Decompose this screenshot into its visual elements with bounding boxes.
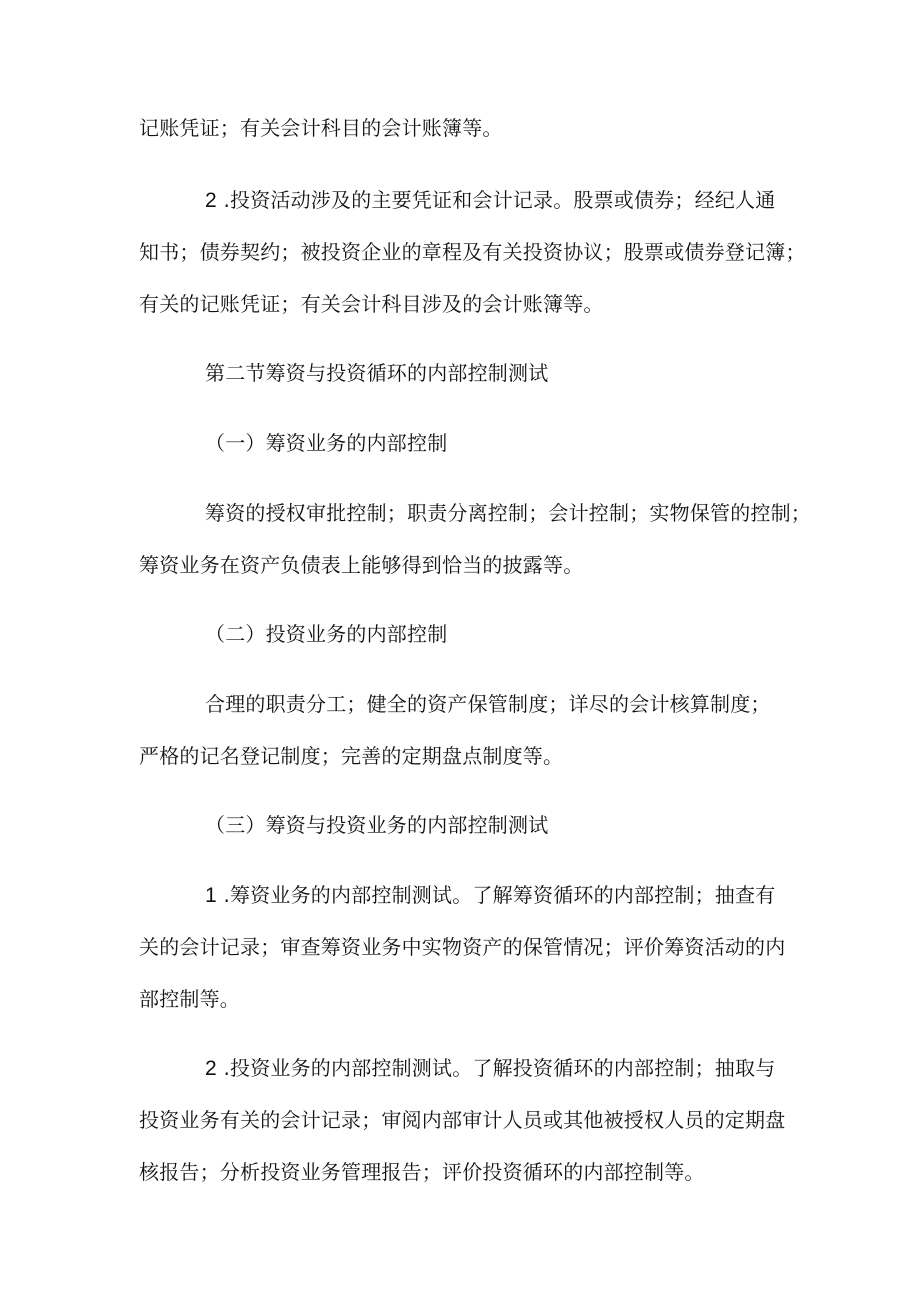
subsection-heading: （二）投资业务的内部控制 <box>205 622 448 646</box>
item-number: 2 <box>205 189 217 212</box>
paragraph-text: .投资业务的内部控制测试。了解投资循环的内部控制；抽取与 <box>216 1056 776 1080</box>
paragraph-line: 有关的记账凭证；有关会计科目涉及的会计账簿等。 <box>139 292 604 316</box>
paragraph-line: 严格的记名登记制度；完善的定期盘点制度等。 <box>139 744 564 768</box>
paragraph-line: 知书；债券契约；被投资企业的章程及有关投资协议；股票或债券登记簿； <box>139 240 806 264</box>
section-heading: 第二节筹资与投资循环的内部控制测试 <box>205 361 549 385</box>
paragraph-text: .投资活动涉及的主要凭证和会计记录。股票或债券；经纪人通 <box>216 188 776 212</box>
subsection-heading: （三）筹资与投资业务的内部控制测试 <box>205 813 549 837</box>
paragraph-line: 合理的职责分工；健全的资产保管制度；详尽的会计核算制度； <box>205 692 771 716</box>
paragraph-line: 筹资的授权审批控制；职责分离控制；会计控制；实物保管的控制； <box>205 501 811 525</box>
paragraph-line: 记账凭证；有关会计科目的会计账簿等。 <box>139 116 503 140</box>
subsection-heading: （一）筹资业务的内部控制 <box>205 431 448 455</box>
paragraph-line: 筹资业务在资产负债表上能够得到恰当的披露等。 <box>139 553 584 577</box>
numbered-paragraph-line <box>205 188 775 213</box>
paragraph-line: 投资业务有关的会计记录；审阅内部审计人员或其他被授权人员的定期盘 <box>139 1108 786 1132</box>
paragraph-line: 核报告；分析投资业务管理报告；评价投资循环的内部控制等。 <box>139 1160 705 1184</box>
paragraph-line: 部控制等。 <box>139 987 240 1011</box>
paragraph-text: .筹资业务的内部控制测试。了解筹资循环的内部控制；抽查有 <box>216 883 776 907</box>
item-number: 2 <box>205 1057 217 1080</box>
numbered-paragraph-line <box>205 883 775 908</box>
numbered-paragraph-line <box>205 1056 775 1081</box>
item-number: 1 <box>205 884 217 907</box>
paragraph-line: 关的会计记录；审查筹资业务中实物资产的保管情况；评价筹资活动的内 <box>139 935 786 959</box>
